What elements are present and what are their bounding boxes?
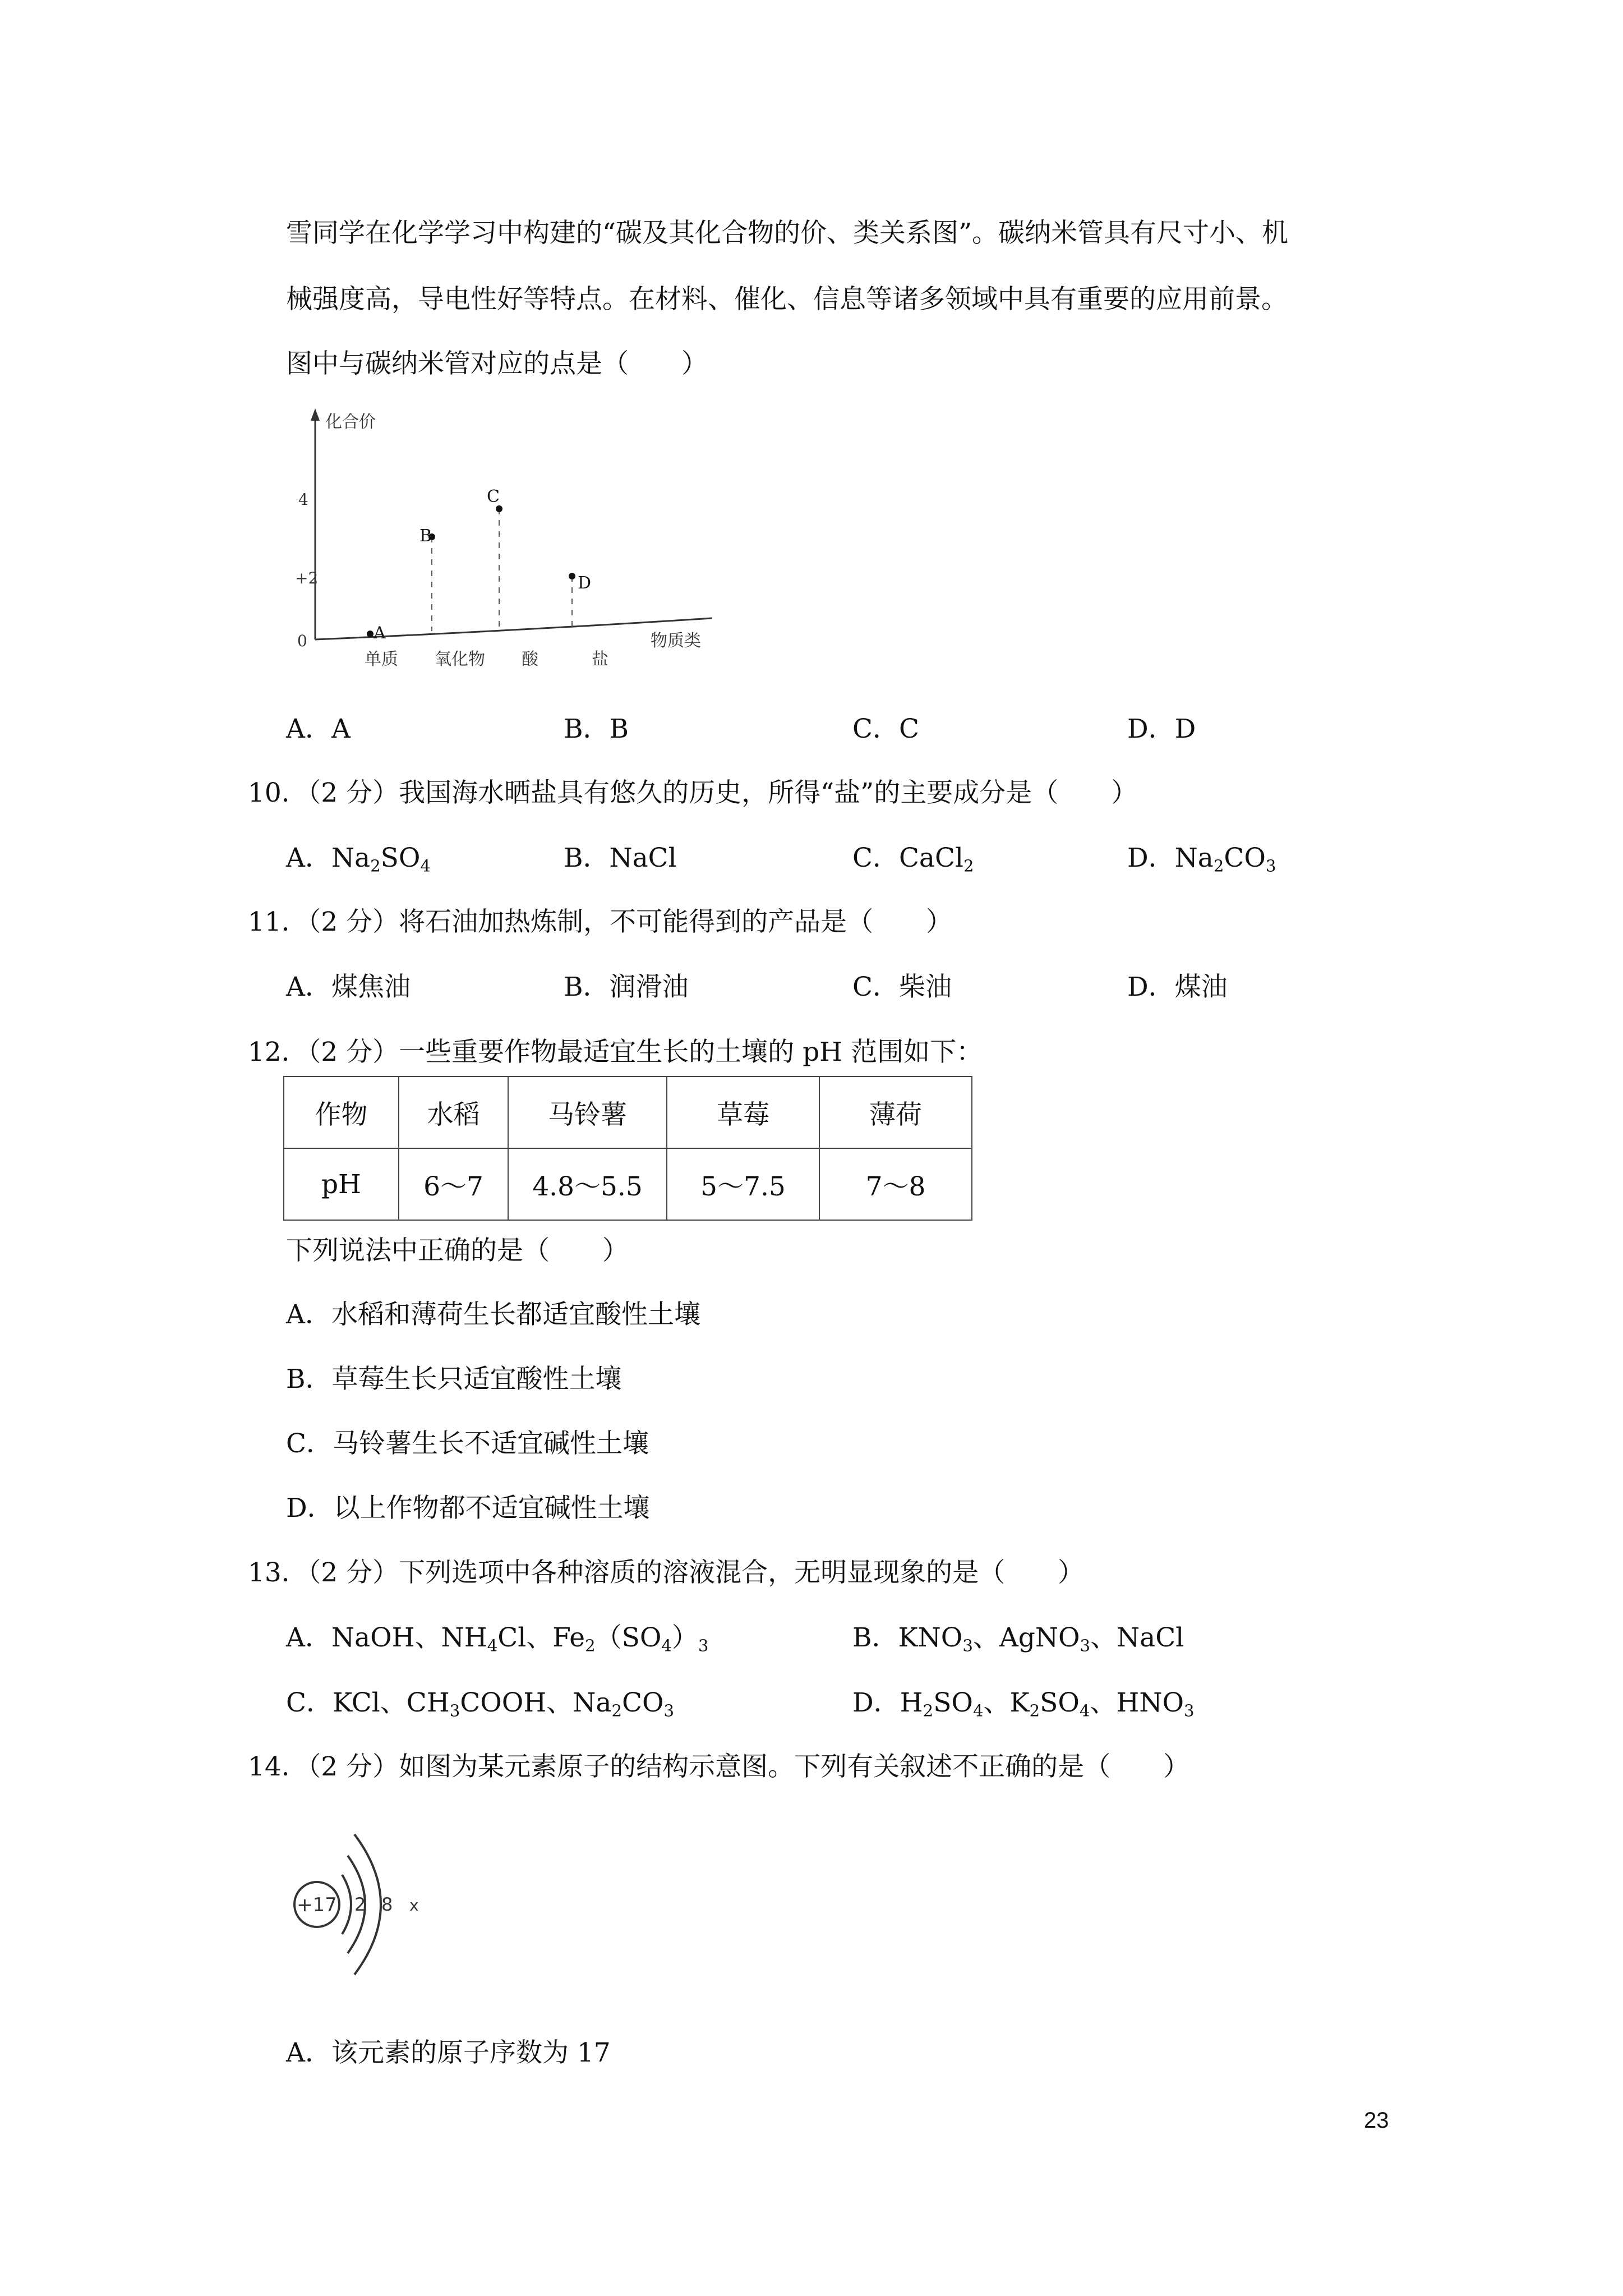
q13-stem: 13．（2 分）下列选项中各种溶质的溶液混合，无明显现象的是（ ） [248,1557,1085,1588]
x-cat-4: 盐 [592,650,608,669]
valence-chart [286,404,723,696]
table-row [284,1076,972,1148]
q11-option-d[interactable]: D．煤油 [1127,972,1228,1002]
intro-line-3: 图中与碳纳米管对应的点是（ ） [286,348,708,379]
x-cat-2: 氧化物 [435,650,485,669]
table-cell: 7～8 [819,1148,972,1220]
q9-option-b[interactable]: B．B [564,714,629,744]
x-cat-3: 酸 [522,650,538,669]
table-row [284,1148,972,1220]
q12-option-a[interactable]: A．水稻和薄荷生长都适宜酸性土壤 [286,1299,700,1330]
point-label-a: A [374,623,386,643]
table-cell: 4.8～5.5 [508,1148,667,1220]
q13-option-c[interactable]: C．KCl、$CH_3COOH$、$Na_2CO_3$ [286,1687,675,1720]
q9-option-c[interactable]: C．C [852,714,919,744]
table-cell: 水稻 [399,1076,508,1148]
q9-option-d[interactable]: D．D [1127,714,1196,744]
q9-option-a[interactable]: A．A [286,714,351,744]
intro-line-1: 雪同学在化学学习中构建的“碳及其化合物的价、类关系图”。碳纳米管具有尺寸小、机 [286,218,1289,249]
electron-shell-1 [342,1875,351,1934]
table-cell: 薄荷 [819,1076,972,1148]
nucleus-charge: +17 [297,1894,337,1916]
shell-2-count: 8 [381,1894,393,1915]
q12-option-b[interactable]: B．草莓生长只适宜酸性土壤 [286,1364,622,1395]
table-cell: 作物 [284,1076,399,1148]
point-label-b: B [419,526,432,546]
q12-option-c[interactable]: C．马铃薯生长不适宜碱性土壤 [286,1428,649,1459]
q10-option-c[interactable]: C．CaCl$_2$ [852,843,974,876]
y-tick-0: 0 [297,632,307,650]
intro-line-2: 械强度高，导电性好等特点。在材料、催化、信息等诸多领域中具有重要的应用前景。 [286,284,1288,315]
point-a [367,631,374,637]
q10-option-a[interactable]: A．$Na_2SO_4$ [286,843,431,876]
y-tick-2: +2 [295,569,319,587]
point-label-d: D [578,573,592,593]
table-cell: 马铃薯 [508,1076,667,1148]
y-axis-label: 化合价 [325,412,376,432]
q13-option-b[interactable]: B．$KNO_3$、AgNO$_3$、NaCl [852,1622,1184,1655]
q11-option-b[interactable]: B．润滑油 [564,972,689,1002]
table-cell: pH [284,1148,399,1220]
table-cell: 6～7 [399,1148,508,1220]
q14-stem: 14．（2 分）如图为某元素原子的结构示意图。下列有关叙述不正确的是（ ） [248,1751,1190,1782]
ph-table [283,1076,972,1221]
table-cell: 5～7.5 [667,1148,819,1220]
shell-3-count: x [409,1896,419,1915]
q12-stem: 12．（2 分）一些重要作物最适宜生长的土壤的 pH 范围如下： [248,1037,983,1068]
q13-option-d[interactable]: D．$H_2SO_4$、$K_2SO_4$、$HNO_3$ [852,1687,1195,1720]
q14-option-a[interactable]: A．该元素的原子序数为 17 [286,2037,611,2068]
table-cell: 草莓 [667,1076,819,1148]
q11-option-c[interactable]: C．柴油 [852,972,952,1002]
q12-option-d[interactable]: D．以上作物都不适宜碱性土壤 [286,1493,650,1524]
q12-prompt: 下列说法中正确的是（ ） [286,1235,629,1266]
page-number: 23 [1364,2108,1389,2133]
q10-option-d[interactable]: D．$Na_2CO_3$ [1127,843,1276,876]
point-label-c: C [487,487,500,507]
x-cat-1: 单质 [365,650,398,669]
q11-stem: 11．（2 分）将石油加热炼制，不可能得到的产品是（ ） [248,907,953,937]
y-tick-4: 4 [298,490,308,509]
q13-option-a[interactable]: A．NaOH、$NH_4Cl$、$Fe_2(SO_4)_3$ [286,1622,709,1655]
q11-option-a[interactable]: A．煤焦油 [286,972,411,1002]
q10-stem: 10．（2 分）我国海水晒盐具有悠久的历史，所得“盐”的主要成分是（ ） [248,777,1138,808]
y-axis-arrow [311,408,320,421]
q10-option-b[interactable]: B．NaCl [564,843,677,873]
atom-structure-diagram [286,1812,454,1997]
point-d [569,573,575,579]
shell-1-count: 2 [354,1894,366,1915]
x-axis-label: 物质类 [651,631,701,651]
